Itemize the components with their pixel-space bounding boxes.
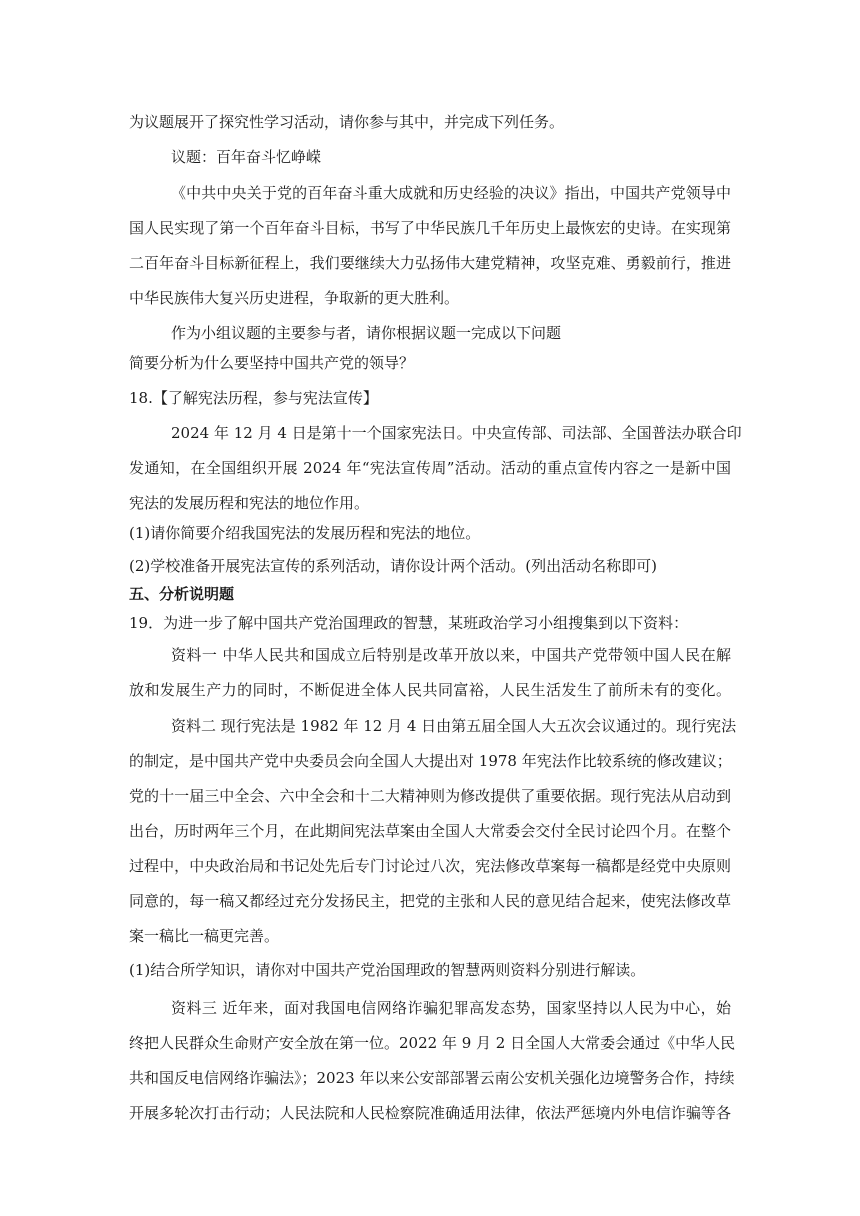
- question-line: 19．为进一步了解中国共产党治国理政的智慧，某班政治学习小组搜集到以下资料：: [129, 614, 689, 632]
- paragraph-line: 出台，历时两年三个月，在此期间宪法草案由全国人大常委会交付全民讨论四个月。在整个: [129, 822, 731, 840]
- paragraph-line: 共和国反电信网络诈骗法》；2023 年以来公安部部署云南公安机关强化边境警务合作，持续: [129, 1069, 735, 1087]
- paragraph-line: 资料三 近年来，面对我国电信网络诈骗犯罪高发态势，国家坚持以人民为中心，始: [171, 999, 731, 1017]
- question-line: 简要分析为什么要坚持中国共产党的领导？: [129, 354, 415, 372]
- paragraph-line: 为议题展开了探究性学习活动，请你参与其中，并完成下列任务。: [129, 113, 565, 131]
- paragraph-line: 中华民族伟大复兴历史进程，争取新的更大胜利。: [129, 289, 460, 307]
- sub-question: (1)请你简要介绍我国宪法的发展历程和宪法的地位。: [129, 524, 481, 542]
- paragraph-line: 2024 年 12 月 4 日是第十一个国家宪法日。中央宣传部、司法部、全国普法办联合印: [171, 424, 742, 442]
- paragraph-line: 的制定，是中国共产党中央委员会向全国人大提出对 1978 年宪法作比较系统的修改建议；: [129, 752, 732, 770]
- sub-question: (2)学校准备开展宪法宣传的系列活动，请你设计两个活动。(列出活动名称即可): [129, 557, 657, 575]
- sub-question: (1)结合所学知识，请你对中国共产党治国理政的智慧两则资料分别进行解读。: [129, 961, 646, 979]
- paragraph-line: 开展多轮次打击行动；人民法院和人民检察院准确适用法律，依法严惩境内外电信诈骗等各: [129, 1104, 731, 1122]
- paragraph-line: 资料二 现行宪法是 1982 年 12 月 4 日由第五届全国人大五次会议通过的。现行宪法: [171, 717, 737, 735]
- topic-line: 议题：百年奋斗忆峥嵘: [171, 148, 322, 166]
- paragraph-line: 发通知，在全国组织开展 2024 年“宪法宣传周”活动。活动的重点宣传内容之一是新中国: [129, 459, 731, 477]
- paragraph-line: 过程中，中央政治局和书记处先后专门讨论过八次，宪法修改草案每一稿都是经党中央原则: [129, 857, 731, 875]
- paragraph-line: 终把人民群众生命财产安全放在第一位。2022 年 9 月 2 日全国人大常委会通过《中华人民: [129, 1034, 736, 1052]
- paragraph-line: 案一稿比一稿更完善。: [129, 927, 280, 945]
- section-heading: 五、分析说明题: [129, 585, 235, 603]
- paragraph-line: 二百年奋斗目标新征程上，我们要继续大力弘扬伟大建党精神，攻坚克难、勇毅前行，推进: [129, 254, 731, 272]
- paragraph-line: 《中共中央关于党的百年奋斗重大成就和历史经验的决议》指出，中国共产党领导中: [171, 184, 731, 202]
- paragraph-line: 宪法的发展历程和宪法的地位作用。: [129, 494, 370, 512]
- paragraph-line: 党的十一届三中全会、六中全会和十二大精神则为修改提供了重要依据。现行宪法从启动到: [129, 787, 731, 805]
- question-heading: 18.【了解宪法历程，参与宪法宣传】: [129, 389, 378, 407]
- paragraph-line: 同意的，每一稿又都经过充分发扬民主，把党的主张和人民的意见结合起来，使宪法修改草: [129, 892, 731, 910]
- paragraph-line: 资料一 中华人民共和国成立后特别是改革开放以来，中国共产党带领中国人民在解: [171, 646, 731, 664]
- paragraph-line: 国人民实现了第一个百年奋斗目标，书写了中华民族几千年历史上最恢宏的史诗。在实现第: [129, 219, 731, 237]
- paragraph-line: 放和发展生产力的同时，不断促进全体人民共同富裕，人民生活发生了前所未有的变化。: [129, 681, 731, 699]
- paragraph-line: 作为小组议题的主要参与者，请你根据议题一完成以下问题: [171, 324, 562, 342]
